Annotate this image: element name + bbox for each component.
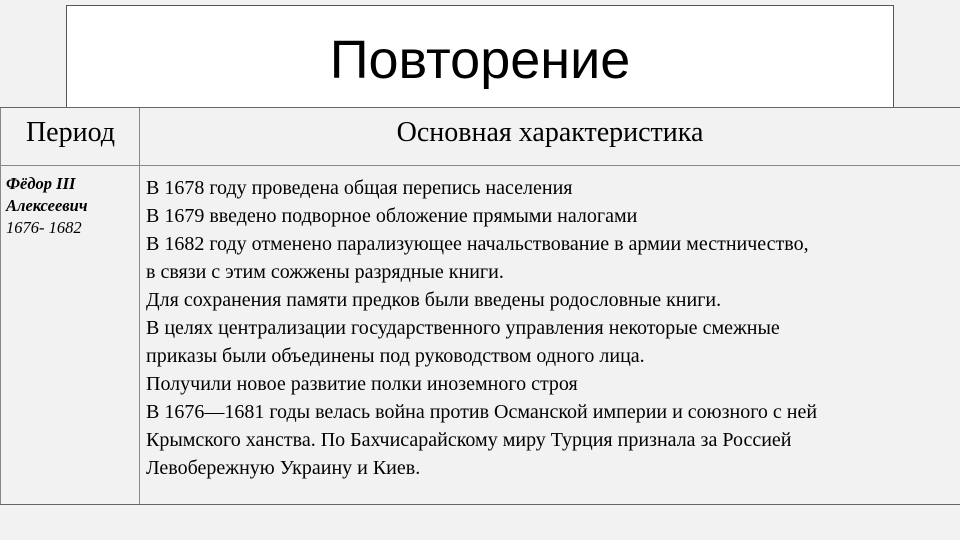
- summary-table: [0, 107, 960, 505]
- text-line: в связи с этим сожжены разрядные книги.: [146, 261, 504, 283]
- text-line: В целях централизации государственного управления некоторые смежные: [146, 317, 780, 339]
- period-cell: [6, 173, 136, 239]
- text-line: Получили новое развитие полки иноземного строя: [146, 373, 578, 395]
- slide-title: Повторение: [329, 30, 631, 90]
- table-left-border: [0, 108, 1, 504]
- title-box: [66, 5, 894, 108]
- ruler-name: Фёдор III: [6, 174, 76, 193]
- column-divider: [139, 108, 140, 504]
- text-line: приказы были объединены под руководством одного лица.: [146, 345, 645, 367]
- text-line: В 1678 году проведена общая перепись населения: [146, 177, 573, 199]
- text-line: Левобережную Украину и Киев.: [146, 457, 421, 479]
- table-header-row: [0, 108, 960, 166]
- ruler-patronymic: Алексеевич: [6, 196, 88, 215]
- characteristic-cell: [146, 174, 958, 482]
- header-period: Период: [25, 117, 116, 148]
- text-line: В 1676—1681 годы велась война против Османской империи и союзного с ней: [146, 401, 818, 423]
- text-line: В 1682 году отменено парализующее начальствование в армии местничество,: [146, 233, 809, 255]
- header-characteristic: Основная характеристика: [396, 117, 704, 148]
- text-line: Крымского ханства. По Бахчисарайскому миру Турция признала за Россией: [146, 429, 792, 451]
- reign-years: 1676- 1682: [6, 218, 82, 237]
- text-line: Для сохранения памяти предков были введены родословные книги.: [146, 289, 722, 311]
- text-line: В 1679 введено подворное обложение прямыми налогами: [146, 205, 638, 227]
